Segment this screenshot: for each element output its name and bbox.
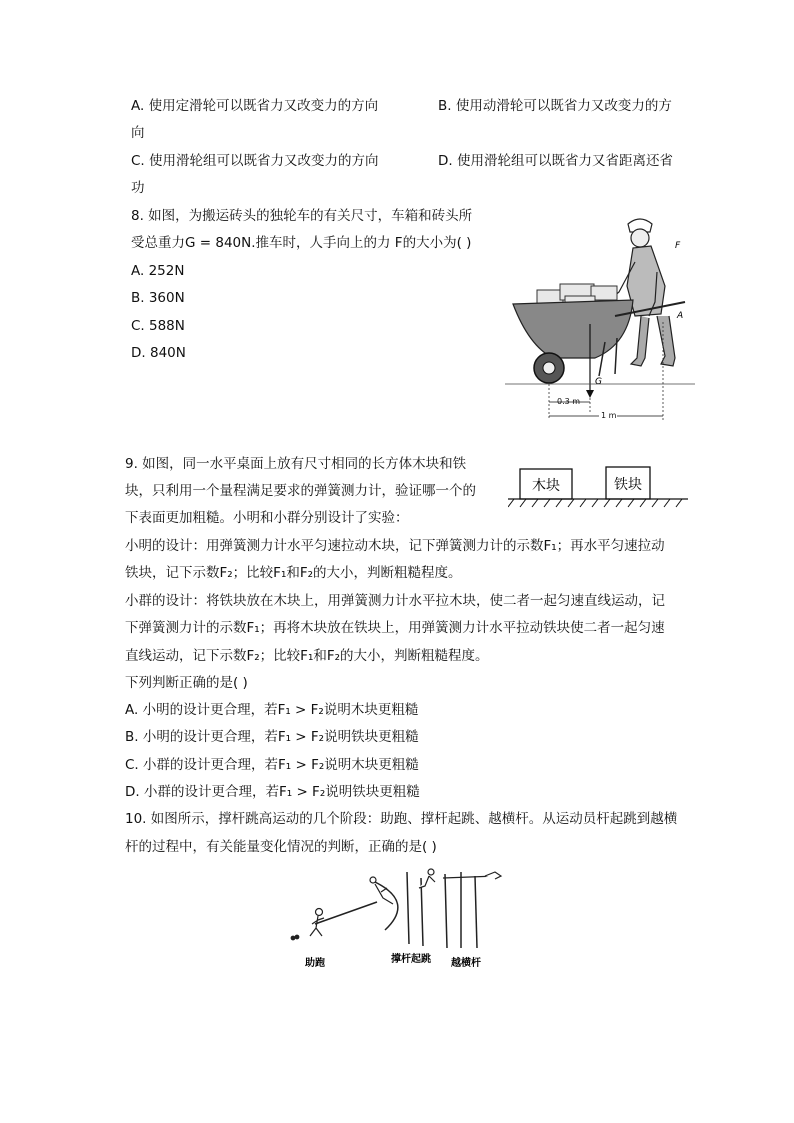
q9-option-a: A. 小明的设计更合理，若F₁ > F₂说明木块更粗糙 — [125, 702, 419, 718]
q7-option-b: B. 使用动滑轮可以既省力又改变力的方 — [438, 98, 672, 114]
q7-option-c: C. 使用滑轮组可以既省力又改变力的方向 — [131, 153, 379, 169]
q7-option-d: D. 使用滑轮组可以既省力又省距离还省 — [438, 153, 673, 169]
blocks-figure — [508, 463, 688, 511]
dim-long: 1 m — [601, 411, 617, 420]
q9-ming-line2: 铁块，记下示数F₂；比较F₁和F₂的大小，判断粗糙程度。 — [125, 565, 462, 581]
q9-qun-line1: 小群的设计：将铁块放在木块上，用弹簧测力计水平拉木块，使二者一起匀速直线运动，记 — [125, 593, 665, 609]
q9-ming-line1: 小明的设计：用弹簧测力计水平匀速拉动木块，记下弹簧测力计的示数F₁；再水平匀速拉动 — [125, 538, 665, 554]
q10-stem-line2: 杆的过程中，有关能量变化情况的判断，正确的是( ) — [125, 839, 437, 855]
q8-option-c: C. 588N — [131, 318, 185, 334]
q8-stem-line1: 8. 如图，为搬运砖头的独轮车的有关尺寸，车箱和砖头所 — [131, 208, 473, 224]
q9-qun-line2: 下弹簧测力计的示数F₁；再将木块放在铁块上，用弹簧测力计水平拉动铁块使二者一起匀速 — [125, 620, 665, 636]
q9-option-d: D. 小群的设计更合理，若F₁ > F₂说明铁块更粗糙 — [125, 784, 420, 800]
q9-prompt: 下列判断正确的是( ) — [125, 675, 248, 691]
wood-block-label: 木块 — [532, 478, 560, 494]
label-vault: 撑杆起跳 — [391, 954, 431, 965]
dim-short: 0.3 m — [557, 397, 581, 406]
vaulter-over-bar — [419, 869, 501, 888]
q9-stem-line3: 下表面更加粗糙。小明和小群分别设计了实验： — [125, 510, 409, 526]
q7-option-b-wrap: 向 — [131, 125, 145, 141]
wheelbarrow-figure — [505, 212, 695, 427]
pole-runup — [315, 902, 377, 924]
runner-illustration — [291, 909, 324, 940]
q10-stem-line1: 10. 如图所示，撑杆跳高运动的几个阶段：助跑、撑杆起跳、越横杆。从运动员杆起跳到越横 — [125, 811, 678, 827]
standards — [407, 872, 477, 948]
iron-block-label: 铁块 — [614, 477, 642, 493]
q9-stem-line2: 块，只利用一个量程满足要求的弹簧测力计，验证哪一个的 — [125, 483, 476, 499]
q9-stem-line1: 9. 如图，同一水平桌面上放有尺寸相同的长方体木块和铁 — [125, 456, 467, 472]
q7-option-a: A. 使用定滑轮可以既省力又改变力的方向 — [131, 98, 379, 114]
label-run: 助跑 — [305, 958, 325, 969]
q9-option-b: B. 小明的设计更合理，若F₁ > F₂说明铁块更粗糙 — [125, 729, 419, 745]
q8-option-d: D. 840N — [131, 345, 186, 361]
pole-vault-figure — [285, 862, 515, 972]
q9-qun-line3: 直线运动，记下示数F₂；比较F₁和F₂的大小，判断粗糙程度。 — [125, 648, 489, 664]
label-g: G — [595, 377, 602, 387]
label-f: F — [675, 241, 681, 251]
label-bar: 越横杆 — [451, 958, 481, 969]
label-a: A — [677, 311, 684, 321]
q8-option-a: A. 252N — [131, 263, 185, 279]
q7-option-d-wrap: 功 — [131, 180, 145, 196]
q8-option-b: B. 360N — [131, 290, 185, 306]
q9-option-c: C. 小群的设计更合理，若F₁ > F₂说明木块更粗糙 — [125, 757, 419, 773]
q8-stem-line2: 受总重力G = 840N.推车时，人手向上的力 F的大小为( ) — [131, 235, 472, 251]
wheelbarrow-tray — [513, 300, 633, 358]
